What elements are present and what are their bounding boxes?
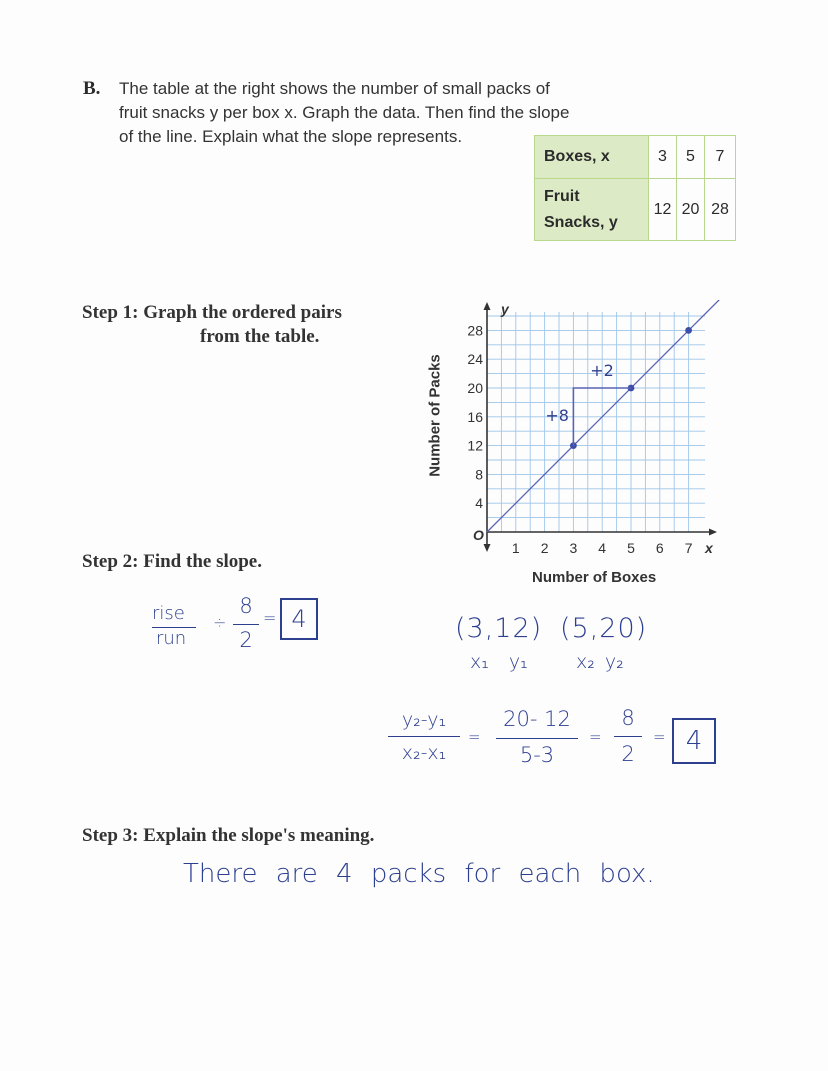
equals-sign: =: [263, 608, 277, 627]
point-2-labels: x₂ y₂: [576, 651, 624, 673]
rise-annotation: +8: [545, 405, 569, 425]
table-cell: 12: [649, 179, 677, 241]
rise-numerator: 8: [239, 594, 253, 618]
run-word: run: [156, 628, 187, 649]
table-cell: 28: [705, 179, 736, 241]
formula-numerator: y₂-y₁: [401, 709, 447, 731]
table-row-label-x: Boxes, x: [535, 136, 649, 179]
series-line: [487, 300, 725, 532]
calc-numerator: 20- 12: [503, 707, 571, 731]
y-tick-label: 20: [467, 380, 483, 396]
point-2: (5,20): [560, 613, 648, 644]
rise-denominator: 2: [239, 628, 253, 652]
problem-line-2: fruit snacks y per box x. Graph the data. Then find the slope: [119, 103, 570, 122]
fraction-bar: [233, 624, 259, 625]
y-tick-label: 24: [467, 351, 483, 368]
data-table: [534, 135, 736, 241]
table-row: [535, 136, 736, 179]
x-tick-label: 3: [569, 540, 578, 556]
equals-sign: =: [468, 728, 481, 746]
series: [487, 300, 725, 532]
point-1-labels: x₁ y₁: [470, 651, 528, 673]
x-axis-symbol: x: [705, 540, 713, 556]
problem-line-1: The table at the right shows the number of small packs of: [119, 79, 550, 98]
explanation-text: There are 4 packs for each box.: [183, 859, 655, 889]
y-axis-label: Number of Packs: [426, 354, 444, 477]
rise-answer-box: 4: [280, 598, 318, 640]
x-tick-label: 7: [684, 540, 693, 556]
problem-line-3: of the line. Explain what the slope represents.: [119, 127, 463, 146]
table-cell: 5: [677, 136, 705, 179]
y-tick-label: 4: [475, 495, 483, 512]
table-cell: 20: [677, 179, 705, 241]
fraction-bar: [614, 736, 642, 737]
equals-sign: ÷: [213, 613, 227, 632]
axes: [484, 302, 718, 552]
step1-heading: Step 1: Graph the ordered pairs: [82, 302, 342, 323]
step3-heading: Step 3: Explain the slope's meaning.: [82, 825, 375, 846]
x-axis-arrow: [709, 529, 717, 536]
x-tick-label: 1: [511, 540, 520, 556]
x-tick-label: 5: [627, 540, 635, 556]
run-annotation: +2: [590, 361, 614, 380]
equals-sign: =: [653, 728, 666, 746]
x-axis-label: Number of Boxes: [532, 569, 657, 586]
calc-denominator: 5-3: [519, 743, 555, 767]
table-cell: 3: [649, 136, 677, 179]
equals-sign: =: [589, 728, 602, 746]
fraction-bar: [388, 736, 460, 737]
slope-answer-box: 4: [672, 718, 716, 764]
y-tick-label: 16: [467, 408, 483, 425]
table-cell: 7: [705, 136, 736, 179]
y-tick-label: 28: [467, 322, 483, 339]
y-axis-arrow: [484, 544, 491, 552]
graph: [455, 300, 725, 560]
y-axis-arrow: [484, 302, 491, 310]
frac-numerator: 8: [621, 706, 635, 730]
x-tick-label: 4: [598, 540, 607, 556]
data-point: [685, 327, 692, 334]
x-tick-label: 6: [655, 540, 664, 556]
y-tick-label: 12: [467, 437, 483, 454]
fraction-bar: [496, 738, 578, 739]
problem-letter: B.: [83, 78, 101, 99]
y-axis-symbol: y: [501, 301, 509, 317]
rise-word: rise: [152, 603, 185, 624]
table-row: [535, 179, 736, 241]
table-row-label-y: [535, 179, 649, 241]
y-tick-label: 8: [475, 466, 483, 483]
point-1: (3,12): [455, 613, 543, 644]
frac-denominator: 2: [621, 742, 635, 766]
formula-denominator: x₂-x₁: [401, 742, 447, 764]
step2-heading: Step 2: Find the slope.: [82, 551, 262, 572]
step1-subheading: from the table.: [200, 326, 320, 347]
table-label-line: Fruit: [544, 187, 580, 205]
origin-label: O: [473, 527, 484, 543]
x-tick-label: 2: [540, 540, 549, 556]
table-label-line: Snacks, y: [544, 213, 618, 231]
